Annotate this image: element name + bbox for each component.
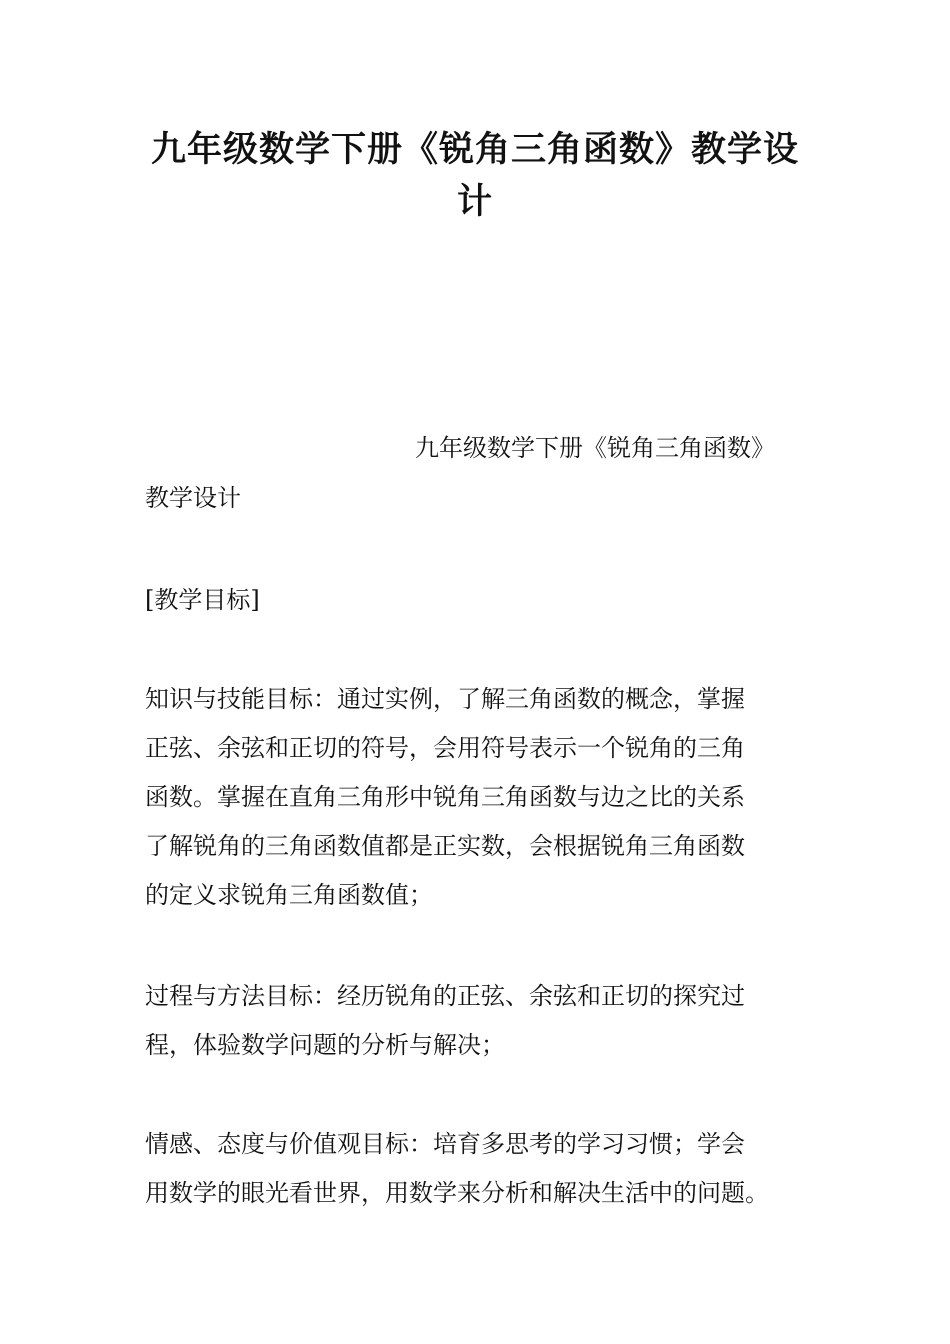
emotion-goal-line: 用数学的眼光看世界，用数学来分析和解决生活中的问题。 bbox=[145, 1179, 769, 1207]
knowledge-goal-line: 知识与技能目标：通过实例，了解三角函数的概念，掌握 bbox=[145, 685, 745, 713]
process-goal-line: 过程与方法目标：经历锐角的正弦、余弦和正切的探究过 bbox=[145, 982, 745, 1010]
title-line-1: 九年级数学下册《锐角三角函数》教学设 bbox=[150, 130, 799, 170]
section-heading: [教学目标] bbox=[145, 586, 260, 614]
emotion-goal-line: 情感、态度与价值观目标：培育多思考的学习习惯；学会 bbox=[145, 1130, 745, 1158]
knowledge-goal-line: 正弦、余弦和正切的符号，会用符号表示一个锐角的三角 bbox=[145, 734, 745, 762]
document-title bbox=[140, 124, 810, 228]
knowledge-goal-line: 了解锐角的三角函数值都是正实数，会根据锐角三角函数 bbox=[145, 832, 745, 860]
knowledge-goal-paragraph bbox=[145, 675, 805, 920]
process-goal-paragraph bbox=[145, 972, 805, 1070]
knowledge-goal-line: 函数。掌握在直角三角形中锐角三角函数与边之比的关系 bbox=[145, 783, 745, 811]
subtitle-line-1: 九年级数学下册《锐角三角函数》 bbox=[415, 434, 775, 462]
emotion-goal-paragraph bbox=[145, 1120, 805, 1218]
subtitle-line-2: 教学设计 bbox=[145, 484, 241, 512]
knowledge-goal-line: 的定义求锐角三角函数值； bbox=[145, 881, 433, 909]
process-goal-line: 程，体验数学问题的分析与解决； bbox=[145, 1031, 505, 1059]
title-line-2: 计 bbox=[456, 182, 493, 222]
